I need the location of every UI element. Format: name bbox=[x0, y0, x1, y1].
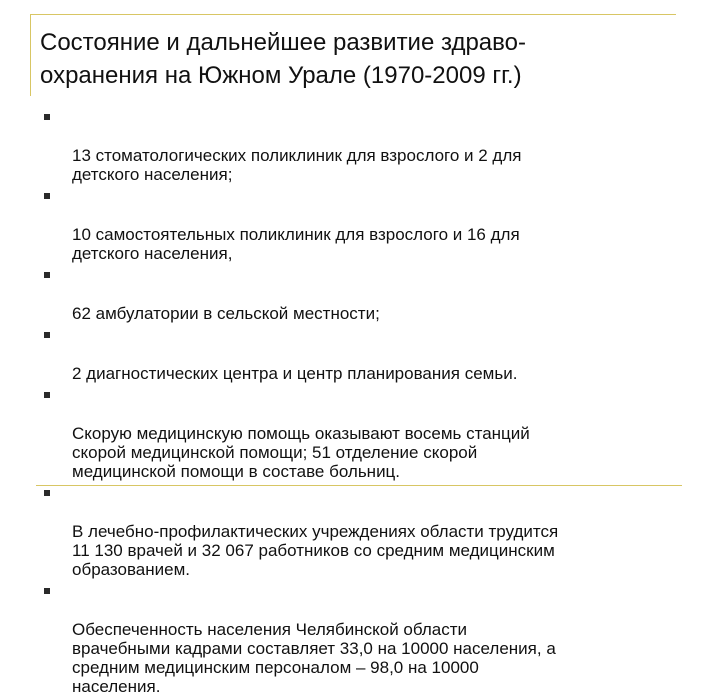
bullet-item bbox=[44, 582, 684, 696]
bullet-item bbox=[44, 386, 684, 481]
square-bullet-icon bbox=[44, 588, 50, 594]
slide-title: Состояние и дальнейшее развитие здраво- охранения на Южном Урале (1970-2009 гг.) bbox=[40, 29, 526, 89]
bullet-item bbox=[44, 108, 684, 184]
bullet-text: 10 самостоятельных поликлиник для взрослого и 16 для детского населения, bbox=[72, 225, 520, 263]
bullet-text: Скорую медицинскую помощь оказывают восемь станций скорой медицинской помощи; 51 отделение скорой медицинской помощи в составе больниц. bbox=[72, 424, 530, 481]
bullet-item bbox=[44, 266, 684, 323]
square-bullet-icon bbox=[44, 114, 50, 120]
square-bullet-icon bbox=[44, 272, 50, 278]
square-bullet-icon bbox=[44, 193, 50, 199]
bullet-list bbox=[44, 108, 684, 699]
bullet-item bbox=[44, 326, 684, 383]
title-left-rule bbox=[30, 14, 31, 96]
bullet-item bbox=[44, 484, 684, 579]
title-top-rule bbox=[30, 14, 676, 15]
bottom-rule bbox=[36, 485, 682, 486]
bullet-text: 2 диагностических центра и центр планирования семьи. bbox=[72, 364, 518, 383]
bullet-text: В лечебно-профилактических учреждениях области трудится 11 130 врачей и 32 067 работников со средним медицинским образованием. bbox=[72, 522, 559, 579]
bullet-text: 13 стоматологических поликлиник для взрослого и 2 для детского населения; bbox=[72, 146, 522, 184]
square-bullet-icon bbox=[44, 392, 50, 398]
bullet-text: 62 амбулатории в сельской местности; bbox=[72, 304, 380, 323]
square-bullet-icon bbox=[44, 332, 50, 338]
square-bullet-icon bbox=[44, 490, 50, 496]
bullet-text: Обеспеченность населения Челябинской области врачебными кадрами составляет 33,0 на 10000 населения, а средним медицинским персоналом – 98,0 на 10000 населения. bbox=[72, 620, 556, 696]
bullet-item bbox=[44, 187, 684, 263]
